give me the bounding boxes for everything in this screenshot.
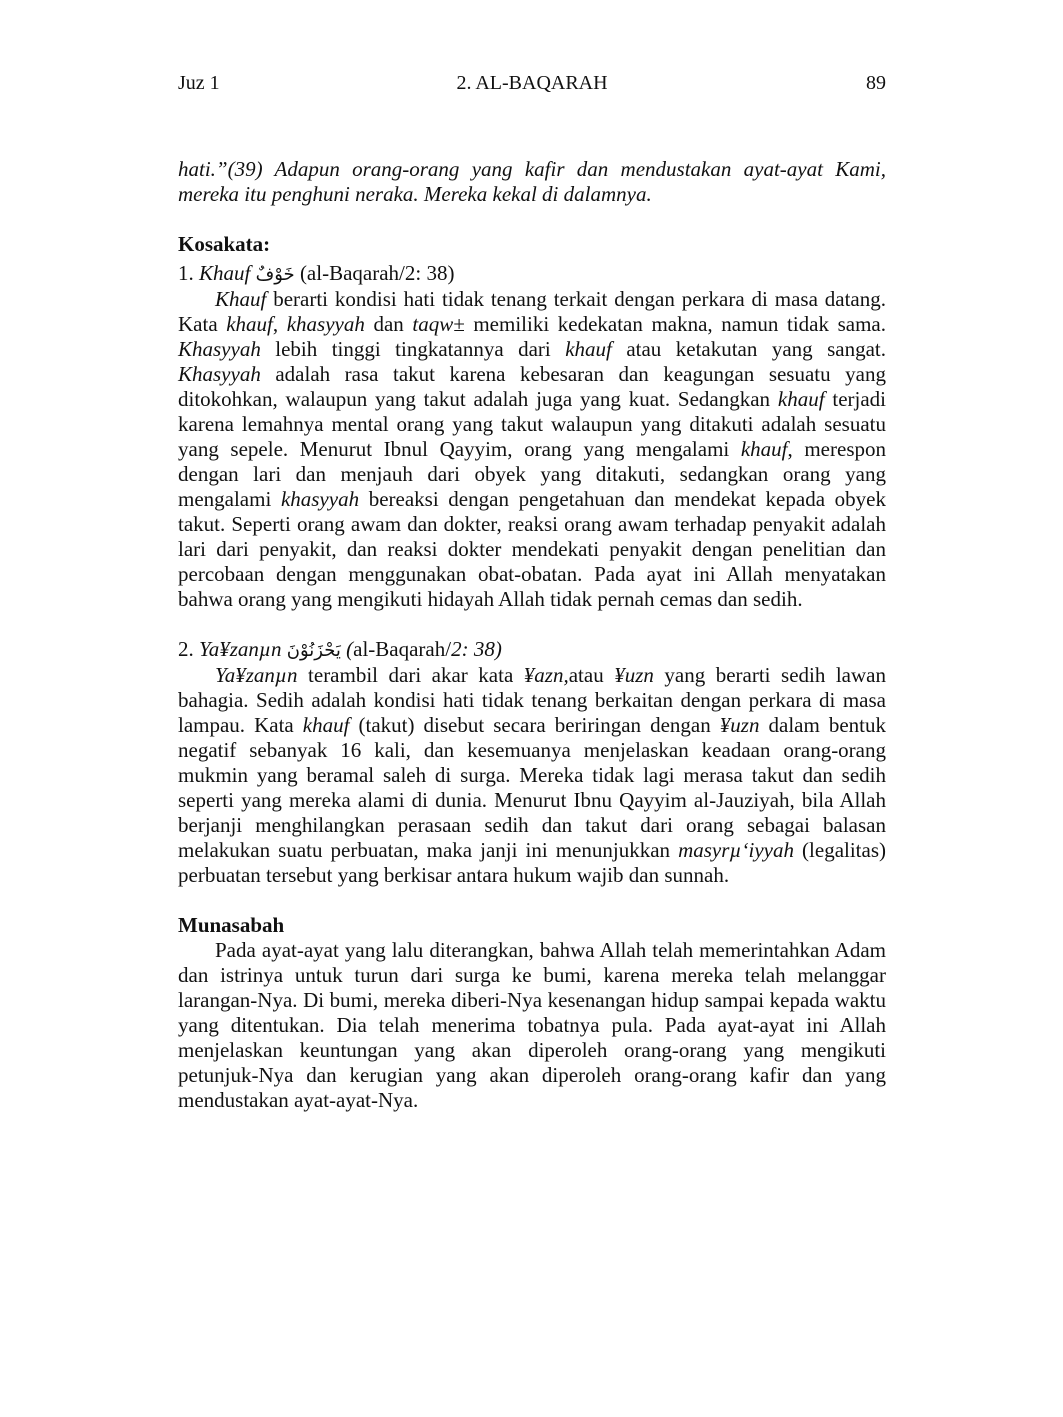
arabic-khauf: خَوْفٌ [255,264,295,285]
term-italic: ¥azn, [523,663,569,687]
text-run: , [272,312,287,336]
term-italic: khauf [302,713,350,737]
text-run: dan [364,312,413,336]
kosakata-heading: Kosakata: [178,232,271,256]
term-italic: khauf [777,387,825,411]
page-header [178,72,886,98]
term-italic: Khasyyah [178,337,261,361]
term-reference-open: ( [346,637,354,661]
term-italic: ¥uzn [719,713,760,737]
text-run: atau ketakutan yang sangat. [611,337,886,361]
term-italic: Khasyyah [178,362,261,386]
text-run: (takut) disebut secara beriringan dengan [349,713,720,737]
text-run: adalah rasa takut karena kebesaran dan keagungan sesuatu yang ditokohkan, walaupun yang takut adalah juga yang kuat. Sedangkan [178,362,886,411]
term-reference: (al-Baqarah/2: 38) [299,261,455,285]
page-content [178,157,886,1113]
text-run: lebih tinggi tingkatannya dari [260,337,566,361]
term-italic: khauf [226,312,273,336]
juz-label: Juz 1 [178,72,220,94]
yahzanun-paragraph [178,663,886,888]
term-yahzanun: Ya¥zanµn [199,637,282,661]
term-italic: Khauf [215,287,267,311]
text-run: berarti kondisi hati tidak tenang terkait dengan perkara di masa datang. Kata [178,287,886,336]
term-italic: khauf [740,437,788,461]
term-reference-number: 2: 38) [451,637,502,661]
text-run: yang berarti sedih lawan bahagia. Sedih adalah kondisi hati tidak tenang berkaitan dengan perkara di masa lampau. Kata [178,663,886,737]
text-run: bereaksi dengan pengetahuan dan mendekat kepada obyek takut. Seperti orang awam dan dokter, reaksi orang awam terhadap penyakit adalah lari dari penyakit, dan reaksi dokter mendekati penyakit dengan penelitian dan percobaan dengan menggunakan obat-obatan. Pada ayat ini Allah menyatakan bahwa orang yang mengikuti hidayah Allah tidak pernah cemas dan sedih. [178,487,886,611]
text-run: terjadi karena lemahnya mental orang yang takut walaupun yang ditakuti adalah sesuatu yang sepele. Menurut Ibnul Qayyim, orang yang mengalami [178,387,887,461]
chapter-title: 2. AL-BAQARAH [456,72,608,94]
khauf-paragraph [178,287,886,612]
munasabah-heading: Munasabah [178,913,285,937]
term-yahzanun-line [178,637,886,663]
text-run: terambil dari akar kata [297,663,524,687]
term-number: 1. [178,261,194,285]
term-khauf-line [178,261,886,287]
term-italic: taqw± [412,312,465,336]
term-italic: ¥uzn [614,663,654,687]
text-run: memiliki kedekatan makna, namun tidak sama. [464,312,886,336]
arabic-yahzanun: يَحْزَنُوْنَ [286,640,341,661]
page-number: 89 [866,72,886,94]
text-run: (legalitas) perbuatan tersebut yang berkisar antara hukum wajib dan sunnah. [178,838,887,887]
text-run: atau [568,663,615,687]
term-italic: khasyyah [286,312,365,336]
text-run: dalam bentuk negatif sebanyak 16 kali, dan kesemuanya menjelaskan keadaan orang-orang mukmin yang beramal saleh di surga. Mereka tidak lagi merasa takut dan sedih seperti yang mereka alami di dunia. Menurut Ibnu Qayyim al-Jauziyah, bila Allah berjanji menghilangkan perasaan sedih dan takut dari orang sebagai balasan melakukan suatu perbuatan, maka janji ini menunjukkan [178,713,887,862]
text-run: , merespon dengan lari dan menjauh dari obyek yang ditakuti, sedangkan orang yang mengalami [178,437,886,511]
term-italic: khauf [565,337,612,361]
intro-paragraph: hati.”(39) Adapun orang-orang yang kafir dan mendustakan ayat-ayat Kami, mereka itu penghuni neraka. Mereka kekal di dalamnya. [178,157,886,206]
munasabah-paragraph: Pada ayat-ayat yang lalu diterangkan, bahwa Allah telah memerintahkan Adam dan istrinya untuk turun dari surga ke bumi, karena mereka telah melanggar larangan-Nya. Di bumi, mereka diberi-Nya kesenangan hidup sampai kepada waktu yang ditentukan. Dia telah menerima tobatnya pula. Pada ayat-ayat ini Allah menjelaskan keuntungan yang akan diperoleh orang-orang yang mengikuti petunjuk-Nya dan kerugian yang akan diperoleh orang-orang kafir dan yang mendustakan ayat-ayat-Nya. [178,938,886,1112]
term-khauf: Khauf [199,261,251,285]
term-reference: al-Baqarah/ [353,637,452,661]
term-italic: Ya¥zanµn [215,663,298,687]
term-italic: khasyyah [280,487,360,511]
term-italic: masyrµ‘iyyah [678,838,794,862]
term-number: 2. [178,637,194,661]
